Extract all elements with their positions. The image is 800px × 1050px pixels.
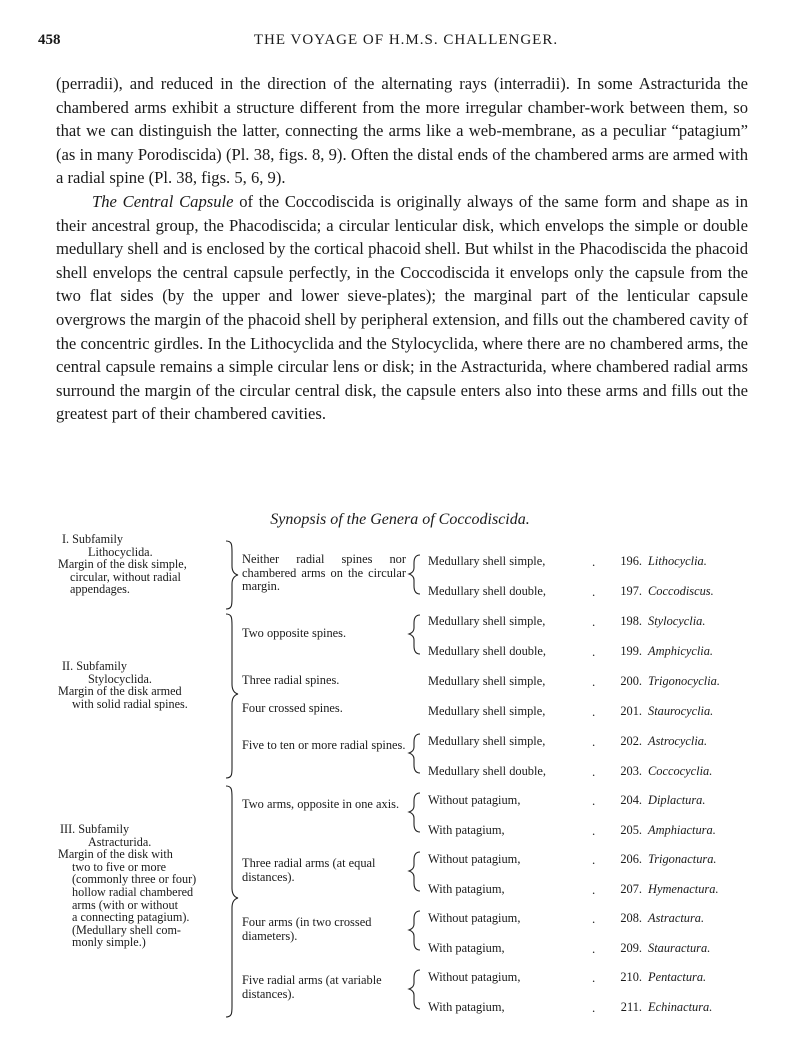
leader-dot: . (592, 704, 596, 719)
paragraph-1: (perradii), and reduced in the direction of the alternating rays (interradii). In some Astracturida the chambered arms exhibit a structure different from the more irregular chamber-work between them, so that we can distinguish the latter, connecting the arms like a web-membrane, as a peculiar “patagium” (as in many Porodiscida) (Pl. 38, figs. 8, 9). Often the distal ends of the chambered arms are armed with a radial spine (Pl. 38, figs. 5, 6, 9). (56, 74, 748, 188)
genus-name: Trigonocyclia. (648, 674, 720, 688)
leader-dot: . (592, 674, 596, 689)
genus-name: Amphicyclia. (648, 644, 714, 658)
brace-small-2 (409, 615, 420, 654)
leader-dot: . (592, 554, 596, 569)
brace-lithocyclida (226, 541, 238, 609)
central-capsule-heading: The Central Capsule (92, 191, 234, 211)
leader-dot: . (592, 764, 596, 779)
shell-type: Medullary shell simple, (428, 674, 546, 688)
desc-two-opposite-spines: Two opposite spines. (242, 626, 347, 640)
brace-small-3 (409, 734, 420, 773)
desc-neither-spines: Neither radial spines nor chambered arms on the circular margin. (242, 552, 406, 593)
genus-number: 197. (620, 584, 642, 598)
desc-four-arms: Four arms (in two crossed diameters). (242, 915, 372, 943)
leader-dot: . (592, 614, 596, 629)
shell-type: With patagium, (428, 1000, 505, 1014)
genus-name: Astrocyclia. (648, 734, 708, 748)
shell-type: Without patagium, (428, 911, 521, 925)
leader-dot: . (592, 644, 596, 659)
synopsis-title: Synopsis of the Genera of Coccodiscida. (270, 511, 530, 528)
shell-type: With patagium, (428, 882, 505, 896)
shell-type: Medullary shell simple, (428, 554, 546, 568)
shell-type: Medullary shell simple, (428, 704, 546, 718)
shell-type: Without patagium, (428, 970, 521, 984)
leader-dot: . (592, 734, 596, 749)
leader-dot: . (592, 941, 596, 956)
desc-five-radial-arms: Five radial arms (at variable distances). (242, 973, 382, 1001)
shell-type: Medullary shell simple, (428, 734, 546, 748)
genus-name: Coccocyclia. (648, 764, 713, 778)
paragraph-2-text: of the Coccodiscida is originally always of the same form and shape as in their ancestral group, the Phacodiscida; a circular lenticular disk, which envelops the simple or double medullary shell and is enclosed by the cortical phacoid shell. But whilst in the Phacodiscida the phacoid shell envelops the central capsule perfectly, in the Coccodiscida it envelops only the capsule from the two flat sides (by the upper and lower sieve-plates); the marginal part of the lenticular capsule overgrows the margin of the phacoid shell by peripheral extension, and fills out the chambered cavity of the concentric girdles. In the Lithocyclida and the Stylocyclida, where there are no chambered arms, the central capsule remains a simple circular lens or disk; in the Astracturida, where chambered radial arms surround the margin of the circular central disk, the capsule enters also into these arms and fills out the greatest part of their chambered cavities. (56, 191, 748, 424)
genus-name: Hymenactura. (648, 882, 719, 896)
shell-type: Without patagium, (428, 852, 521, 866)
shell-type: Without patagium, (428, 793, 521, 807)
genus-name: Staurocyclia. (648, 704, 714, 718)
genus-number: 200. (620, 674, 642, 688)
genus-number: 201. (620, 704, 642, 718)
shell-type: With patagium, (428, 941, 505, 955)
genus-name: Amphiactura. (648, 823, 716, 837)
genus-name: Echinactura. (648, 1000, 713, 1014)
genus-name: Diplactura. (648, 793, 706, 807)
shell-type: Medullary shell simple, (428, 614, 546, 628)
leader-dot: . (592, 911, 596, 926)
leader-dot: . (592, 882, 596, 897)
desc-four-crossed-spines: Four crossed spines. (242, 701, 343, 715)
brace-small-1 (409, 555, 420, 594)
leader-dot: . (592, 793, 596, 808)
desc-five-to-ten-spines: Five to ten or more radial spines. (242, 738, 406, 752)
genus-number: 210. (620, 970, 642, 984)
desc-three-radial-spines: Three radial spines. (242, 673, 340, 687)
brace-stylocyclida (226, 614, 238, 778)
leader-dot: . (592, 584, 596, 599)
genus-number: 206. (620, 852, 642, 866)
leader-dot: . (592, 970, 596, 985)
genus-number: 198. (620, 614, 642, 628)
shell-type: With patagium, (428, 823, 505, 837)
genus-number: 211. (620, 1000, 642, 1014)
genus-name: Pentactura. (648, 970, 707, 984)
genus-number: 199. (620, 644, 642, 658)
brace-astracturida (226, 786, 238, 1017)
desc-two-arms: Two arms, opposite in one axis. (242, 797, 400, 811)
page-number: 458 (38, 32, 61, 48)
genus-number: 207. (620, 882, 642, 896)
leader-dot: . (592, 823, 596, 838)
genus-name: Lithocyclia. (648, 554, 707, 568)
genus-number: 203. (620, 764, 642, 778)
brace-small-4 (409, 793, 420, 832)
running-title: THE VOYAGE OF H.M.S. CHALLENGER. (253, 32, 559, 48)
genus-number: 208. (620, 911, 642, 925)
genus-number: 204. (620, 793, 642, 807)
genus-name: Trigonactura. (648, 852, 717, 866)
genus-name: Stylocyclia. (648, 614, 706, 628)
genus-number: 196. (620, 554, 642, 568)
shell-type: Medullary shell double, (428, 584, 547, 598)
genus-name: Astractura. (648, 911, 705, 925)
genus-name: Coccodiscus. (648, 584, 714, 598)
genus-number: 209. (620, 941, 642, 955)
genus-number: 202. (620, 734, 642, 748)
subfamily-lithocyclida: I. Subfamily Lithocyclida. Margin of the disk simple, circular, without radial appendages. (58, 532, 187, 597)
shell-type: Medullary shell double, (428, 764, 547, 778)
genus-name: Stauractura. (648, 941, 711, 955)
desc-three-radial-arms: Three radial arms (at equal distances). (242, 856, 376, 884)
subfamily-astracturida: III. Subfamily Astracturida. Margin of the disk with two to five or more (commonly three or four) hollow radial chambered arms (with or without a connecting patagium). (Medullary shell com- monly simple.) (58, 822, 197, 950)
subfamily-stylocyclida: II. Subfamily Stylocyclida. Margin of the disk armed with solid radial spines. (58, 659, 188, 711)
leader-dot: . (592, 1000, 596, 1015)
leader-dot: . (592, 852, 596, 867)
genus-number: 205. (620, 823, 642, 837)
shell-type: Medullary shell double, (428, 644, 547, 658)
